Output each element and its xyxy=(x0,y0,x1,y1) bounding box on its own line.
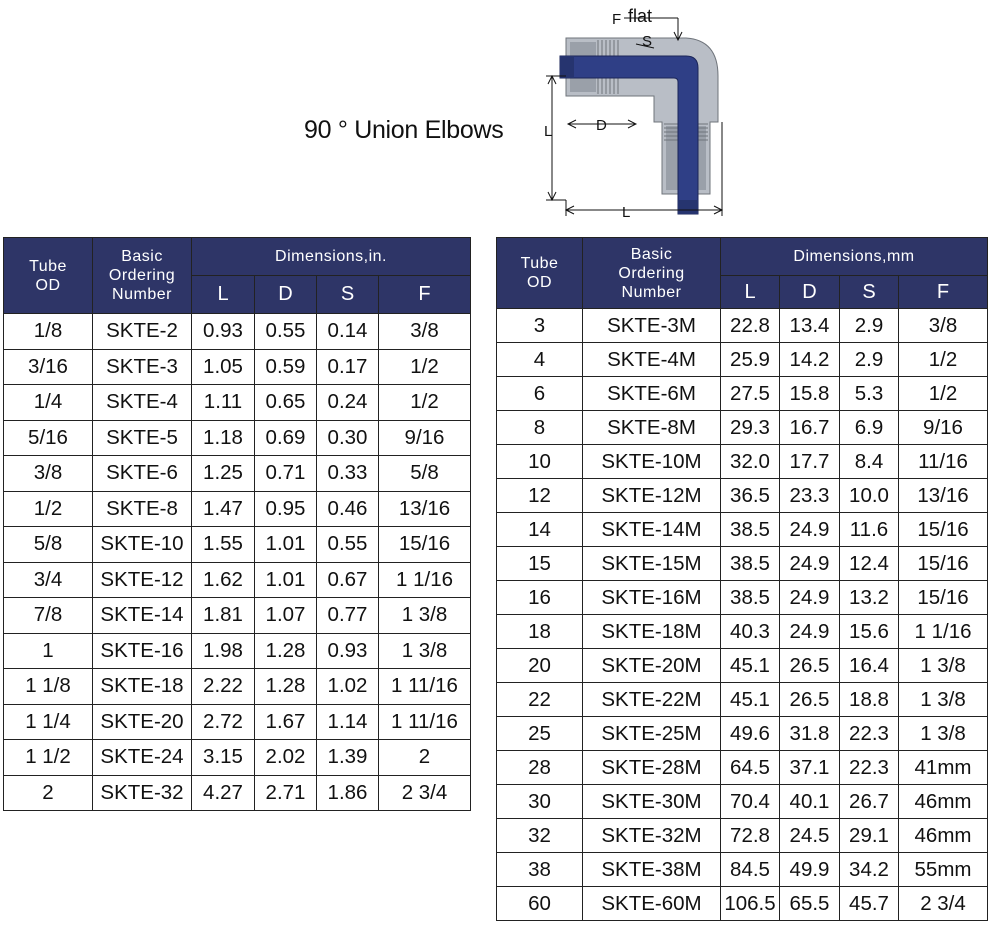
table-row xyxy=(497,309,988,343)
cell-ordering-number: SKTE-8 xyxy=(93,491,192,527)
cell-l: 40.3 xyxy=(721,615,780,649)
cell-tube-od: 22 xyxy=(497,683,583,717)
cell-ordering-number: SKTE-22M xyxy=(583,683,721,717)
cell-l: 25.9 xyxy=(721,343,780,377)
cell-ordering-number: SKTE-16 xyxy=(93,633,192,669)
label-d: D xyxy=(596,117,607,134)
cell-f: 1/2 xyxy=(379,385,471,421)
cell-s: 6.9 xyxy=(840,411,899,445)
cell-f: 1 3/8 xyxy=(899,717,988,751)
table-row xyxy=(497,377,988,411)
cell-f: 41mm xyxy=(899,751,988,785)
cell-s: 8.4 xyxy=(840,445,899,479)
cell-s: 2.9 xyxy=(840,343,899,377)
cell-tube-od: 4 xyxy=(497,343,583,377)
table-row xyxy=(497,513,988,547)
table-row xyxy=(4,385,471,421)
cell-tube-od: 28 xyxy=(497,751,583,785)
cell-f: 1 1/16 xyxy=(899,615,988,649)
cell-d: 23.3 xyxy=(780,479,840,513)
cell-s: 2.9 xyxy=(840,309,899,343)
cell-ordering-number: SKTE-20M xyxy=(583,649,721,683)
cell-l: 45.1 xyxy=(721,649,780,683)
table-row xyxy=(4,562,471,598)
cell-l: 4.27 xyxy=(192,775,255,811)
cell-d: 2.02 xyxy=(255,740,317,776)
cell-tube-od: 7/8 xyxy=(4,598,93,634)
cell-s: 16.4 xyxy=(840,649,899,683)
table-row xyxy=(497,343,988,377)
cell-tube-od: 18 xyxy=(497,615,583,649)
cell-ordering-number: SKTE-32 xyxy=(93,775,192,811)
cell-l: 36.5 xyxy=(721,479,780,513)
cell-l: 29.3 xyxy=(721,411,780,445)
inch-dimensions-table xyxy=(3,237,471,811)
cell-ordering-number: SKTE-4 xyxy=(93,385,192,421)
cell-s: 10.0 xyxy=(840,479,899,513)
cell-l: 1.18 xyxy=(192,420,255,456)
cell-s: 15.6 xyxy=(840,615,899,649)
cell-f: 1 3/8 xyxy=(899,683,988,717)
cell-l: 84.5 xyxy=(721,853,780,887)
cell-tube-od: 14 xyxy=(497,513,583,547)
cell-l: 32.0 xyxy=(721,445,780,479)
cell-d: 13.4 xyxy=(780,309,840,343)
cell-l: 3.15 xyxy=(192,740,255,776)
cell-d: 1.28 xyxy=(255,669,317,705)
cell-ordering-number: SKTE-28M xyxy=(583,751,721,785)
cell-d: 40.1 xyxy=(780,785,840,819)
table-row xyxy=(497,411,988,445)
table-row xyxy=(497,547,988,581)
cell-s: 26.7 xyxy=(840,785,899,819)
header-l: L xyxy=(192,276,255,314)
table-row xyxy=(497,649,988,683)
cell-d: 15.8 xyxy=(780,377,840,411)
cell-tube-od: 5/16 xyxy=(4,420,93,456)
cell-f: 1/2 xyxy=(899,377,988,411)
cell-f: 1 3/8 xyxy=(379,633,471,669)
cell-ordering-number: SKTE-14M xyxy=(583,513,721,547)
cell-l: 72.8 xyxy=(721,819,780,853)
cell-tube-od: 60 xyxy=(497,887,583,921)
cell-d: 24.9 xyxy=(780,615,840,649)
cell-f: 46mm xyxy=(899,785,988,819)
cell-ordering-number: SKTE-24 xyxy=(93,740,192,776)
cell-tube-od: 1/2 xyxy=(4,491,93,527)
cell-ordering-number: SKTE-38M xyxy=(583,853,721,887)
cell-s: 1.02 xyxy=(317,669,379,705)
table-row xyxy=(4,491,471,527)
cell-tube-od: 1 1/4 xyxy=(4,704,93,740)
cell-d: 26.5 xyxy=(780,683,840,717)
cell-d: 0.71 xyxy=(255,456,317,492)
table-row xyxy=(4,740,471,776)
cell-ordering-number: SKTE-10 xyxy=(93,527,192,563)
cell-ordering-number: SKTE-14 xyxy=(93,598,192,634)
cell-s: 45.7 xyxy=(840,887,899,921)
cell-l: 64.5 xyxy=(721,751,780,785)
cell-ordering-number: SKTE-2 xyxy=(93,314,192,350)
cell-f: 3/8 xyxy=(899,309,988,343)
header-f: F xyxy=(899,276,988,309)
cell-s: 11.6 xyxy=(840,513,899,547)
cell-ordering-number: SKTE-8M xyxy=(583,411,721,445)
cell-s: 18.8 xyxy=(840,683,899,717)
cell-f: 5/8 xyxy=(379,456,471,492)
cell-tube-od: 32 xyxy=(497,819,583,853)
table-row xyxy=(497,479,988,513)
cell-f: 15/16 xyxy=(899,513,988,547)
cell-l: 1.05 xyxy=(192,349,255,385)
cell-l: 2.72 xyxy=(192,704,255,740)
cell-s: 0.93 xyxy=(317,633,379,669)
cell-f: 55mm xyxy=(899,853,988,887)
cell-tube-od: 3/16 xyxy=(4,349,93,385)
cell-f: 1/2 xyxy=(379,349,471,385)
cell-s: 13.2 xyxy=(840,581,899,615)
cell-l: 45.1 xyxy=(721,683,780,717)
table-row xyxy=(497,751,988,785)
cell-s: 1.39 xyxy=(317,740,379,776)
table-row xyxy=(497,615,988,649)
cell-d: 1.07 xyxy=(255,598,317,634)
cell-f: 2 3/4 xyxy=(379,775,471,811)
cell-d: 0.95 xyxy=(255,491,317,527)
cell-s: 0.67 xyxy=(317,562,379,598)
cell-f: 1 11/16 xyxy=(379,669,471,705)
cell-tube-od: 38 xyxy=(497,853,583,887)
cell-s: 34.2 xyxy=(840,853,899,887)
cell-f: 1 3/8 xyxy=(899,649,988,683)
cell-f: 15/16 xyxy=(899,581,988,615)
cell-s: 29.1 xyxy=(840,819,899,853)
cell-d: 24.9 xyxy=(780,547,840,581)
cell-f: 1/2 xyxy=(899,343,988,377)
cell-d: 0.69 xyxy=(255,420,317,456)
cell-d: 1.67 xyxy=(255,704,317,740)
cell-tube-od: 3/4 xyxy=(4,562,93,598)
header-dimensions: Dimensions,mm xyxy=(721,238,988,276)
header-f: F xyxy=(379,276,471,314)
cell-ordering-number: SKTE-16M xyxy=(583,581,721,615)
page-title: 90 ° Union Elbows xyxy=(304,116,504,144)
cell-f: 9/16 xyxy=(899,411,988,445)
cell-d: 1.28 xyxy=(255,633,317,669)
cell-d: 24.9 xyxy=(780,581,840,615)
cell-s: 5.3 xyxy=(840,377,899,411)
cell-l: 1.62 xyxy=(192,562,255,598)
cell-f: 9/16 xyxy=(379,420,471,456)
cell-d: 49.9 xyxy=(780,853,840,887)
table-row xyxy=(4,775,471,811)
cell-tube-od: 25 xyxy=(497,717,583,751)
cell-ordering-number: SKTE-15M xyxy=(583,547,721,581)
cell-l: 0.93 xyxy=(192,314,255,350)
table-row xyxy=(4,349,471,385)
cell-f: 2 3/4 xyxy=(899,887,988,921)
cell-l: 38.5 xyxy=(721,513,780,547)
union-elbow-diagram xyxy=(536,4,740,224)
cell-d: 31.8 xyxy=(780,717,840,751)
cell-ordering-number: SKTE-6M xyxy=(583,377,721,411)
label-l-vertical: L xyxy=(544,123,553,140)
table-row xyxy=(4,420,471,456)
cell-d: 37.1 xyxy=(780,751,840,785)
cell-tube-od: 12 xyxy=(497,479,583,513)
mm-dimensions-table xyxy=(496,237,988,921)
cell-s: 0.17 xyxy=(317,349,379,385)
cell-l: 1.11 xyxy=(192,385,255,421)
header-s: S xyxy=(840,276,899,309)
cell-l: 38.5 xyxy=(721,547,780,581)
cell-f: 2 xyxy=(379,740,471,776)
cell-f: 3/8 xyxy=(379,314,471,350)
cell-ordering-number: SKTE-3M xyxy=(583,309,721,343)
cell-d: 17.7 xyxy=(780,445,840,479)
cell-tube-od: 8 xyxy=(497,411,583,445)
cell-s: 0.46 xyxy=(317,491,379,527)
cell-l: 1.98 xyxy=(192,633,255,669)
cell-l: 1.55 xyxy=(192,527,255,563)
cell-ordering-number: SKTE-6 xyxy=(93,456,192,492)
cell-tube-od: 30 xyxy=(497,785,583,819)
cell-tube-od: 2 xyxy=(4,775,93,811)
cell-d: 1.01 xyxy=(255,562,317,598)
table-row xyxy=(497,683,988,717)
header-l: L xyxy=(721,276,780,309)
cell-l: 1.25 xyxy=(192,456,255,492)
cell-ordering-number: SKTE-30M xyxy=(583,785,721,819)
cell-s: 22.3 xyxy=(840,751,899,785)
cell-tube-od: 1 1/8 xyxy=(4,669,93,705)
table-row xyxy=(4,456,471,492)
cell-s: 0.77 xyxy=(317,598,379,634)
cell-l: 106.5 xyxy=(721,887,780,921)
header-d: D xyxy=(255,276,317,314)
cell-s: 12.4 xyxy=(840,547,899,581)
cell-s: 0.14 xyxy=(317,314,379,350)
cell-l: 70.4 xyxy=(721,785,780,819)
label-s: S xyxy=(642,33,653,50)
cell-l: 49.6 xyxy=(721,717,780,751)
cell-d: 1.01 xyxy=(255,527,317,563)
cell-ordering-number: SKTE-4M xyxy=(583,343,721,377)
cell-l: 22.8 xyxy=(721,309,780,343)
cell-ordering-number: SKTE-18M xyxy=(583,615,721,649)
cell-ordering-number: SKTE-3 xyxy=(93,349,192,385)
cell-d: 16.7 xyxy=(780,411,840,445)
cell-d: 24.9 xyxy=(780,513,840,547)
table-row xyxy=(497,785,988,819)
table-row xyxy=(4,704,471,740)
cell-tube-od: 16 xyxy=(497,581,583,615)
cell-s: 0.24 xyxy=(317,385,379,421)
cell-s: 0.33 xyxy=(317,456,379,492)
cell-l: 1.47 xyxy=(192,491,255,527)
cell-ordering-number: SKTE-25M xyxy=(583,717,721,751)
cell-tube-od: 10 xyxy=(497,445,583,479)
cell-s: 0.30 xyxy=(317,420,379,456)
cell-l: 1.81 xyxy=(192,598,255,634)
cell-ordering-number: SKTE-10M xyxy=(583,445,721,479)
cell-d: 14.2 xyxy=(780,343,840,377)
header-d: D xyxy=(780,276,840,309)
cell-ordering-number: SKTE-5 xyxy=(93,420,192,456)
cell-d: 24.5 xyxy=(780,819,840,853)
cell-d: 0.59 xyxy=(255,349,317,385)
cell-d: 0.55 xyxy=(255,314,317,350)
cell-s: 1.86 xyxy=(317,775,379,811)
cell-s: 22.3 xyxy=(840,717,899,751)
cell-d: 0.65 xyxy=(255,385,317,421)
cell-f: 15/16 xyxy=(379,527,471,563)
label-f: F xyxy=(612,11,622,28)
table-row xyxy=(497,853,988,887)
label-l-horizontal: L xyxy=(622,204,631,221)
header-basic-ordering-number: Basic Ordering Number xyxy=(93,238,192,314)
table-row xyxy=(497,887,988,921)
cell-ordering-number: SKTE-18 xyxy=(93,669,192,705)
cell-ordering-number: SKTE-12M xyxy=(583,479,721,513)
header-s: S xyxy=(317,276,379,314)
cell-f: 1 1/16 xyxy=(379,562,471,598)
cell-tube-od: 1 xyxy=(4,633,93,669)
cell-tube-od: 1 1/2 xyxy=(4,740,93,776)
cell-l: 38.5 xyxy=(721,581,780,615)
cell-f: 15/16 xyxy=(899,547,988,581)
cell-f: 13/16 xyxy=(379,491,471,527)
cell-s: 1.14 xyxy=(317,704,379,740)
cell-tube-od: 15 xyxy=(497,547,583,581)
cell-tube-od: 1/8 xyxy=(4,314,93,350)
cell-ordering-number: SKTE-20 xyxy=(93,704,192,740)
cell-tube-od: 20 xyxy=(497,649,583,683)
header-basic-ordering-number: Basic Ordering Number xyxy=(583,238,721,309)
table-row xyxy=(497,581,988,615)
cell-tube-od: 6 xyxy=(497,377,583,411)
cell-l: 27.5 xyxy=(721,377,780,411)
cell-d: 65.5 xyxy=(780,887,840,921)
table-row xyxy=(4,669,471,705)
table-row xyxy=(497,717,988,751)
cell-f: 46mm xyxy=(899,819,988,853)
cell-tube-od: 5/8 xyxy=(4,527,93,563)
table-row xyxy=(4,598,471,634)
cell-ordering-number: SKTE-12 xyxy=(93,562,192,598)
cell-f: 13/16 xyxy=(899,479,988,513)
cell-ordering-number: SKTE-32M xyxy=(583,819,721,853)
table-row xyxy=(4,633,471,669)
cell-s: 0.55 xyxy=(317,527,379,563)
cell-f: 11/16 xyxy=(899,445,988,479)
table-row xyxy=(4,527,471,563)
cell-f: 1 11/16 xyxy=(379,704,471,740)
cell-d: 2.71 xyxy=(255,775,317,811)
cell-f: 1 3/8 xyxy=(379,598,471,634)
cell-tube-od: 3/8 xyxy=(4,456,93,492)
table-row xyxy=(497,445,988,479)
header-dimensions: Dimensions,in. xyxy=(192,238,471,276)
table-row xyxy=(4,314,471,350)
label-flat: flat xyxy=(628,6,653,26)
cell-tube-od: 1/4 xyxy=(4,385,93,421)
header-tube-od: Tube OD xyxy=(4,238,93,314)
cell-l: 2.22 xyxy=(192,669,255,705)
cell-d: 26.5 xyxy=(780,649,840,683)
cell-tube-od: 3 xyxy=(497,309,583,343)
table-row xyxy=(497,819,988,853)
header-tube-od: Tube OD xyxy=(497,238,583,309)
cell-ordering-number: SKTE-60M xyxy=(583,887,721,921)
